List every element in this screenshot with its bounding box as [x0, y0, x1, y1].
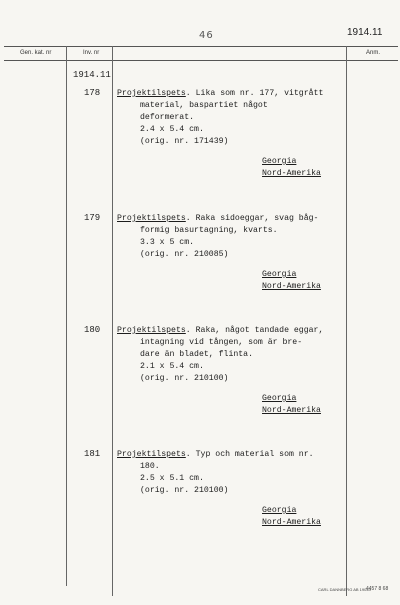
entry-number-178: 178 — [84, 88, 101, 98]
entry-178-text-4: 2.4 x 5.4 cm. — [140, 125, 204, 134]
entry-178-text-3: deformerat. — [140, 113, 195, 122]
entry-179-text-1: . Raka sidoeggar, svag båg- — [185, 214, 319, 223]
entry-179-title: Projektilspets — [117, 214, 186, 223]
entry-180-line-1 — [117, 326, 323, 335]
entry-number-180: 180 — [84, 325, 101, 335]
column-header-row — [4, 46, 398, 61]
entry-178-text-1: . Lika som nr. 177, vitgrått — [185, 89, 324, 98]
entry-181-place-2: Nord-Amerika — [262, 518, 321, 527]
entry-178-place-1: Georgia — [262, 157, 297, 166]
entry-180-text-3: dare än bladet, flinta. — [140, 350, 254, 359]
entry-181-line-1 — [117, 450, 314, 459]
column-divider-1 — [66, 46, 67, 586]
entry-178-title: Projektilspets — [117, 89, 186, 98]
year-number: 1914.11 — [73, 70, 111, 80]
entry-180-text-5: (orig. nr. 210100) — [140, 374, 229, 383]
entry-number-181: 181 — [84, 449, 101, 459]
entry-178-place-2: Nord-Amerika — [262, 169, 321, 178]
column-divider-2 — [112, 46, 113, 596]
entry-180-place-2: Nord-Amerika — [262, 406, 321, 415]
entry-180-title: Projektilspets — [117, 326, 186, 335]
entry-179-text-4: (orig. nr. 210085) — [140, 250, 229, 259]
column-divider-3 — [346, 46, 347, 596]
printer-imprint: CARL DANNBERG AB 19043 — [318, 587, 371, 592]
entry-180-text-2: intagning vid tången, som är bre- — [140, 338, 303, 347]
header-gen-kat-nr: Gen. kat. nr — [20, 50, 52, 56]
handwritten-page-number: 46 — [199, 30, 214, 41]
entry-181-title: Projektilspets — [117, 450, 186, 459]
entry-179-text-3: 3.3 x 5 cm. — [140, 238, 195, 247]
entry-179-line-1 — [117, 214, 318, 223]
entry-179-text-2: formig basurtagning, kvarts. — [140, 226, 278, 235]
entry-181-place-1: Georgia — [262, 506, 297, 515]
entry-181-text-3: 2.5 x 5.1 cm. — [140, 474, 204, 483]
form-code: 4457 8 68 — [366, 586, 389, 592]
entry-180-text-1: . Raka, något tandade eggar, — [185, 326, 324, 335]
entry-180-place-1: Georgia — [262, 394, 297, 403]
entry-178-line-1 — [117, 89, 323, 98]
entry-180-text-4: 2.1 x 5.4 cm. — [140, 362, 204, 371]
entry-number-179: 179 — [84, 213, 101, 223]
header-anm: Anm. — [366, 50, 381, 56]
entry-179-place-1: Georgia — [262, 270, 297, 279]
header-inv-nr: Inv. nr — [83, 50, 100, 56]
corner-catalog-number: 1914.11 — [347, 27, 383, 38]
entry-178-text-2: material, baspartiet något — [140, 101, 268, 110]
entry-181-text-2: 180. — [140, 462, 160, 471]
entry-178-text-5: (orig. nr. 171439) — [140, 137, 229, 146]
entry-181-text-4: (orig. nr. 210100) — [140, 486, 229, 495]
entry-179-place-2: Nord-Amerika — [262, 282, 321, 291]
entry-181-text-1: . Typ och material som nr. — [185, 450, 314, 459]
